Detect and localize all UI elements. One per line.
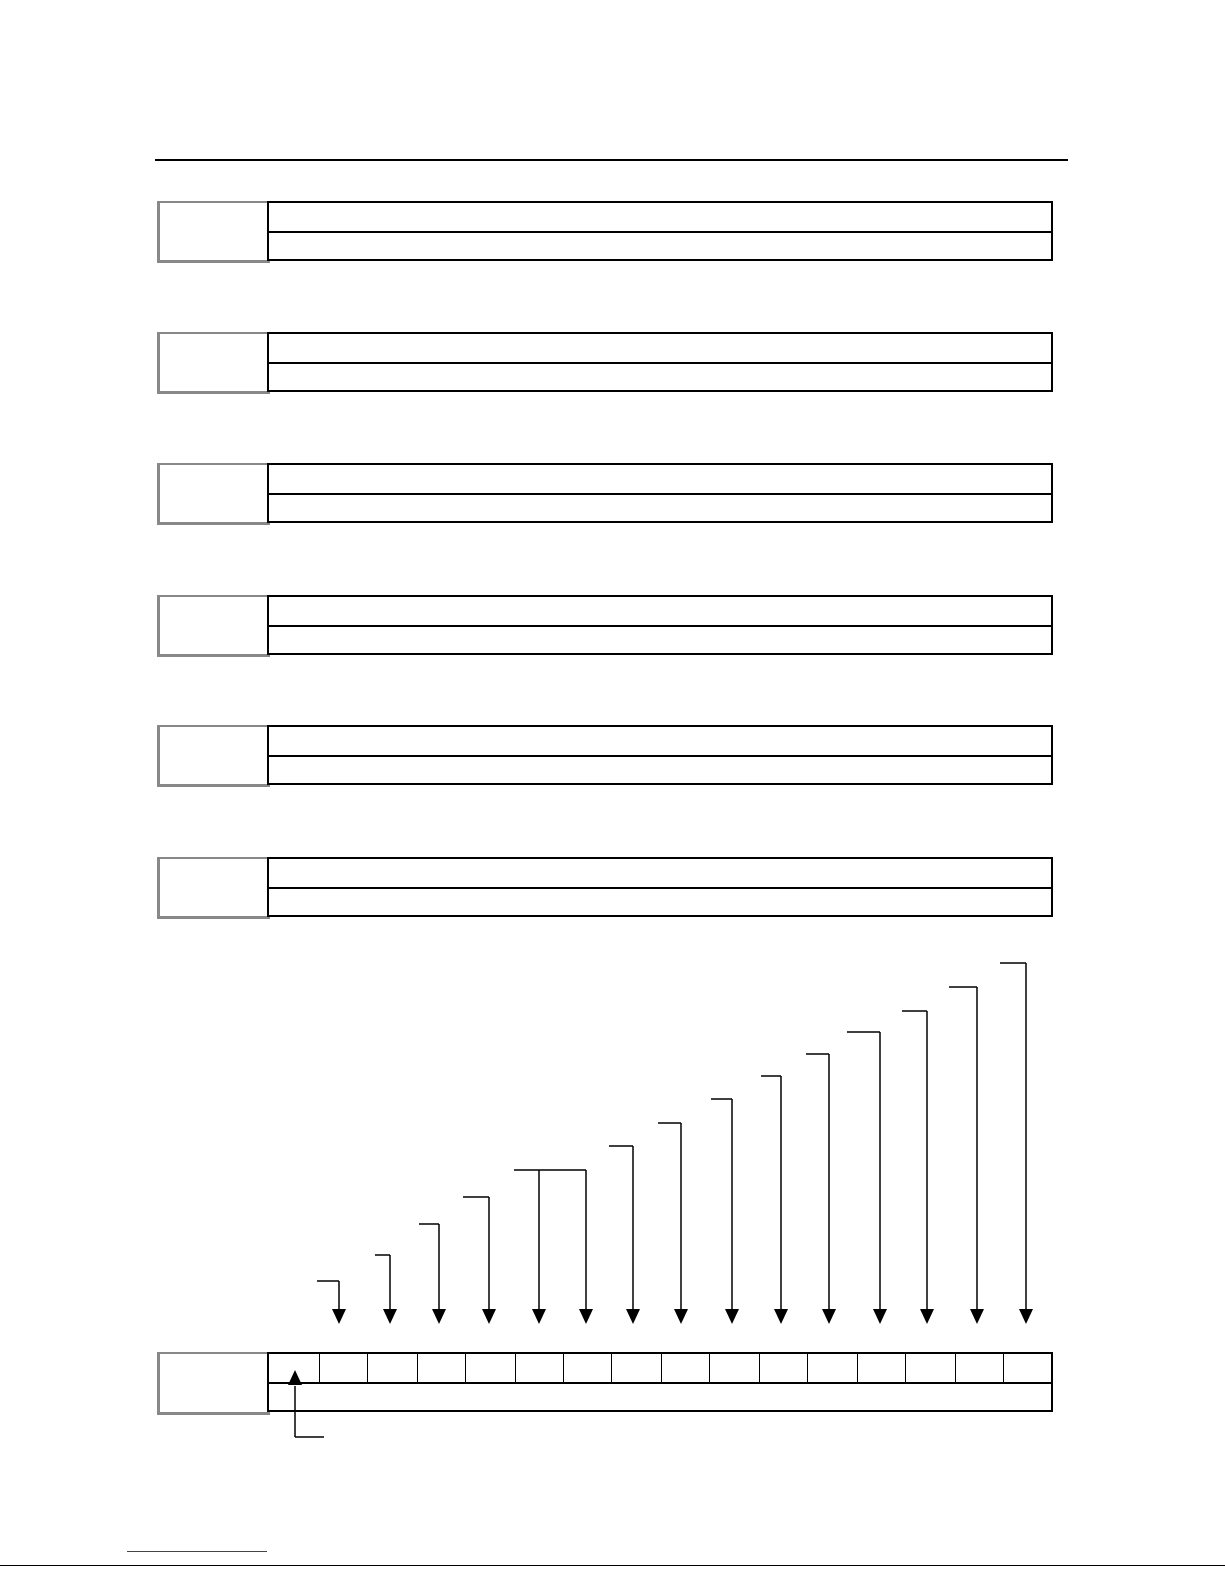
arrowhead-icon [626, 1309, 640, 1324]
arrowhead-icon [822, 1309, 836, 1324]
arrowhead-icon [288, 1370, 302, 1385]
arrowhead-icon [725, 1309, 739, 1324]
arrowhead-icon [674, 1309, 688, 1324]
arrowhead-icon [579, 1309, 593, 1324]
arrowhead-icon [873, 1309, 887, 1324]
arrowhead-icon [774, 1309, 788, 1324]
footer-rule [0, 1565, 1225, 1566]
arrowhead-icon [432, 1309, 446, 1324]
arrowhead-icon [532, 1309, 546, 1324]
arrowhead-icon [383, 1309, 397, 1324]
arrowhead-icon [1019, 1309, 1033, 1324]
arrowhead-icon [970, 1309, 984, 1324]
arrowhead-icon [482, 1309, 496, 1324]
arrowhead-icon [332, 1309, 346, 1324]
footer-link-underline [127, 1551, 267, 1552]
arrowhead-icon [920, 1309, 934, 1324]
